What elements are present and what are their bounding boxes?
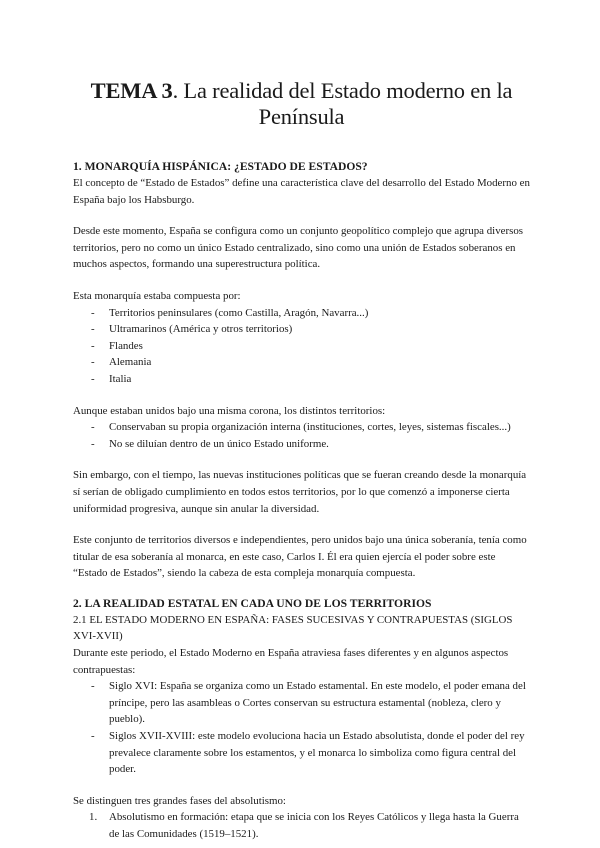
- list-marker: -: [91, 680, 95, 693]
- list-item: - Ultramarinos (América y otros territorios): [73, 321, 530, 338]
- territories-traits-list: [73, 419, 530, 452]
- section1-paragraph-3: Esta monarquía estaba compuesta por:: [73, 289, 241, 302]
- list-item: - Italia: [73, 371, 530, 388]
- list-marker: -: [91, 421, 95, 434]
- page-title: [73, 78, 530, 130]
- list-item: - Siglos XVII-XVIII: este modelo evoluciona hacia un Estado absolutista, donde el poder del rey prevalece claramente sobre los estamentos, y el monarca lo simboliza como figura central del poder.: [91, 730, 525, 776]
- list-item: - Flandes: [73, 338, 530, 355]
- list-marker: -: [91, 323, 95, 336]
- title-lead: TEMA 3: [90, 78, 173, 103]
- section1-paragraph-6: Este conjunto de territorios diversos e independientes, pero unidos bajo una única soberanía, tenía como titular de esa soberanía al monarca, en este caso, Carlos I. Él era quien ejercía el poder sobre este “Estado de Estados”, siendo la cabeza de esta compleja monarquía compuesta.: [73, 534, 527, 580]
- list-item: 1. Absolutismo en formación: etapa que se inicia con los Reyes Católicos y llega hasta la Guerra de las Comunidades (1519–1521).: [89, 811, 519, 840]
- section1-heading: 1. MONARQUÍA HISPÁNICA: ¿ESTADO DE ESTADOS?: [73, 160, 368, 173]
- phases-list: [73, 678, 530, 778]
- section2-paragraph-2: Se distinguen tres grandes fases del absolutismo:: [73, 794, 286, 807]
- list-item: - Siglo XVI: España se organiza como un Estado estamental. En este modelo, el poder emana del príncipe, pero las asambleas o Cortes conservan su estructura estamental (nobleza, clero y pueblo).: [91, 680, 526, 726]
- list-item: - Territorios peninsulares (como Castilla, Aragón, Navarra...): [73, 305, 530, 322]
- list-item: - Conservaban su propia organización interna (instituciones, cortes, leyes, sistemas fiscales...): [73, 419, 530, 436]
- section1-paragraph-1: El concepto de “Estado de Estados” define una característica clave del desarrollo del Estado Moderno en España bajo los Habsburgo.: [73, 177, 530, 206]
- section2-heading: 2. LA REALIDAD ESTATAL EN CADA UNO DE LOS TERRITORIOS: [73, 596, 432, 610]
- territories-list: [73, 305, 530, 388]
- title-rest: . La realidad del Estado moderno en la Península: [172, 78, 513, 129]
- list-marker: -: [91, 730, 95, 743]
- section2-subheading: 2.1 EL ESTADO MODERNO EN ESPAÑA: FASES SUCESIVAS Y CONTRAPUESTAS (SIGLOS XVI-XVII): [73, 613, 513, 643]
- section1-paragraph-5: Sin embargo, con el tiempo, las nuevas instituciones políticas que se fueran creando desde la monarquía sí serían de obligado cumplimiento en todos estos territorios, por lo que comenzó a imponerse cierta uniformidad progresiva, aunque sin anular la diversidad.: [73, 469, 527, 515]
- absolutism-phases-list: [73, 809, 530, 842]
- section2-paragraph-1: Durante este periodo, el Estado Moderno en España atraviesa fases diferentes y en algunos aspectos contrapuestas:: [73, 647, 509, 676]
- list-item: - No se diluían dentro de un único Estado uniforme.: [73, 436, 530, 453]
- list-number: 1.: [89, 811, 98, 824]
- section1-paragraph-4: Aunque estaban unidos bajo una misma corona, los distintos territorios:: [73, 404, 386, 417]
- list-marker: -: [91, 306, 95, 319]
- section1-paragraph-2: Desde este momento, España se configura como un conjunto geopolítico complejo que agrupa diversos territorios, pero no como un único Estado centralizado, sino como una unión de Estados soberanos en muchos aspectos, formando una superestructura política.: [73, 225, 524, 271]
- list-marker: -: [91, 372, 95, 385]
- list-marker: -: [91, 339, 95, 352]
- list-item: - Alemania: [73, 354, 530, 371]
- list-marker: -: [91, 356, 95, 369]
- list-marker: -: [91, 437, 95, 450]
